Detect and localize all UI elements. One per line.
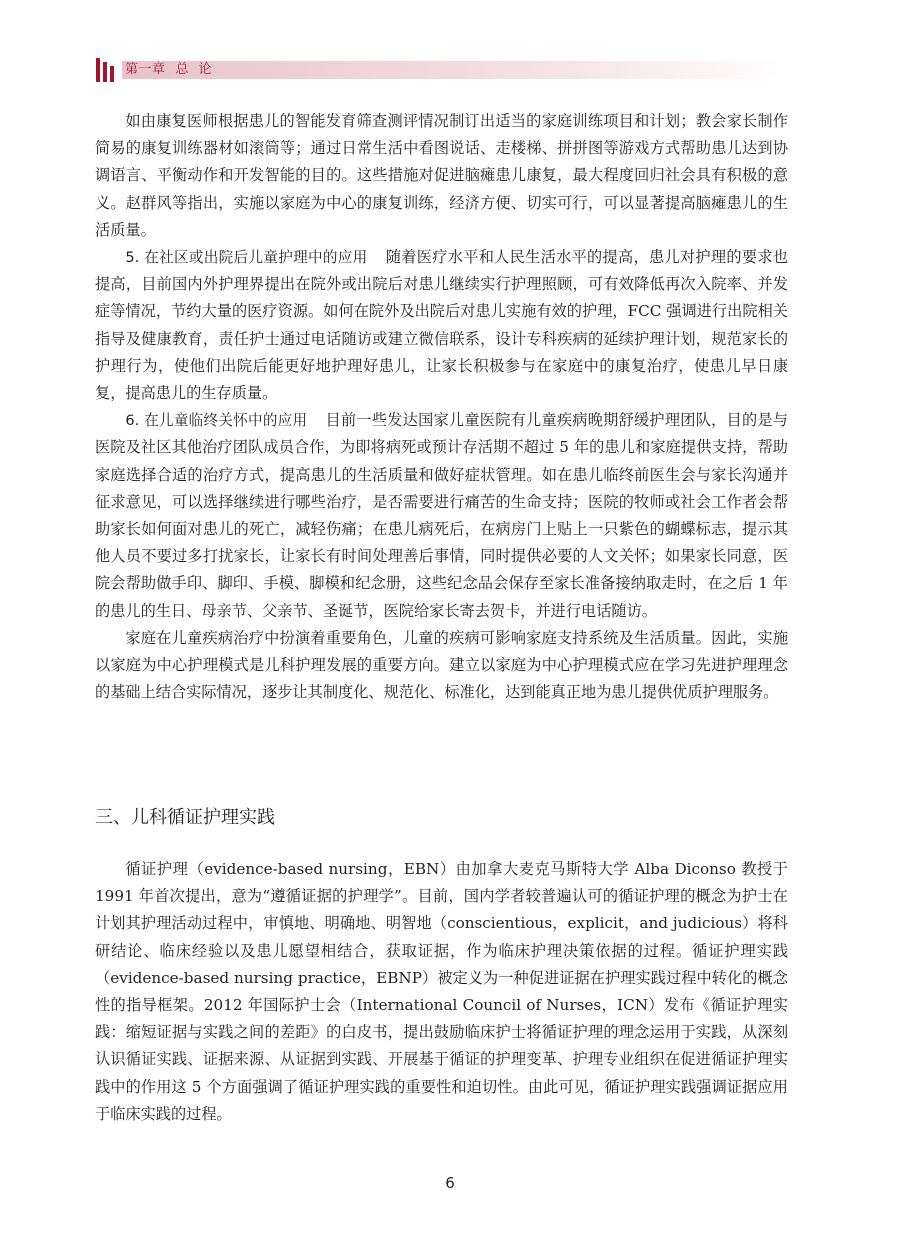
paragraph-text: 目前一些发达国家儿童医院有儿童疾病晚期舒缓护理团队，目的是与医院及社区其他治疗团队成员合作，为即将病死或预计存活期不超过 5 年的患儿和家庭提供支持，帮助家庭选择合适的治疗方式，提高患儿的生活质量和做好症状管理。如在患儿临终前医生会与家长沟通并征求意见，可以选择继续进行哪些治疗，是否需要进行痛苦的生命支持；医院的牧师或社会工作者会帮助家长如何面对患儿的死亡，减轻伤痛；在患儿病死后，在病房门上贴上一只紫色的蝴蝶标志，提示其他人员不要过多打扰家长，让家长有时间处理善后事情，同时提供必要的人文关怀；如果家长同意，医院会帮助做手印、脚印、手模、脚模和纪念册，这些纪念品会保存至家长准备接纳取走时，在之后 1 年的患儿的生日、母亲节、父亲节、圣诞节，医院给家长寄去贺卡，并进行电话随访。 [95, 411, 788, 620]
paragraph-lead-heading: 5. 在社区或出院后儿童护理中的应用 [125, 249, 368, 267]
chapter-name: 总论 [175, 62, 222, 77]
paragraph [95, 407, 788, 625]
paragraph-text: 随着医疗水平和人民生活水平的提高，患儿对护理的要求也提高，目前国内外护理界提出在院外或出院后对患儿继续实行护理照顾，可有效降低再次入院率、并发症等情况，节约大量的医疗资源。如何在院外及出院后对患儿实施有效的护理，FCC 强调进行出院相关指导及健康教育，责任护士通过电话随访或建立微信联系，设计专科疾病的延续护理计划，规范家长的护理行为，使他们出院后能更好地护理好患儿，让家长积极参与在家庭中的康复治疗，使患儿早日康复，提高患儿的生存质量。 [95, 248, 788, 403]
paragraph [95, 856, 788, 1128]
body-text [95, 108, 788, 706]
page-number: 6 [445, 1174, 455, 1192]
section-body-text [95, 856, 788, 1128]
paragraph [95, 108, 788, 244]
paragraph-text: 如由康复医师根据患儿的智能发育筛查测评情况制订出适当的家庭训练项目和计划；教会家长制作简易的康复训练器材如滚筒等；通过日常生活中看图说话、走楼梯、拼拼图等游戏方式帮助患儿达到协调语言、平衡动作和开发智能的目的。这些措施对促进脑瘫患儿康复，最大程度回归社会具有积极的意义。赵群风等指出，实施以家庭为中心的康复训练，经济方便、切实可行，可以显著提高脑瘫患儿的生活质量。 [95, 112, 788, 239]
chapter-title [125, 61, 222, 79]
paragraph [95, 244, 788, 407]
chapter-number: 第一章 [125, 62, 166, 77]
paragraph [95, 625, 788, 707]
paragraph-lead-heading: 6. 在儿童临终关怀中的应用 [125, 412, 308, 430]
section-heading: 三、儿科循证护理实践 [95, 807, 275, 828]
chapter-bars-icon [95, 58, 119, 82]
running-header [95, 58, 790, 82]
paragraph-text: 家庭在儿童疾病治疗中扮演着重要角色，儿童的疾病可影响家庭支持系统及生活质量。因此，实施以家庭为中心护理模式是儿科护理发展的重要方向。建立以家庭为中心护理模式应在学习先进护理理念的基础上结合实际情况，逐步让其制度化、规范化、标准化，达到能真正地为患儿提供优质护理服务。 [95, 628, 788, 702]
paragraph-text: 循证护理（evidence-based nursing，EBN）由加拿大麦克马斯特大学 Alba Diconso 教授于 1991 年首次提出，意为“遵循证据的护理学”。目前，国内学者较普遍认可的循证护理的概念为护士在计划其护理活动过程中，审慎地、明确地、明智地（conscientious，explicit，and judicious）将科研结论、临床经验以及患儿愿望相结合，获取证据，作为临床护理决策依据的过程。循证护理实践（evidence-based nursing practice，EBNP）被定义为一种促进证据在护理实践过程中转化的概念性的指导框架。2012 年国际护士会（International Council of Nurses，ICN）发布《循证护理实践：缩短证据与实践之间的差距》的白皮书，提出鼓励临床护士将循证护理的理念运用于实践，从深刻认识循证实践、证据来源、从证据到实践、开展基于循证的护理变革、护理专业组织在促进循证护理实践中的作用这 5 个方面强调了循证护理实践的重要性和迫切性。由此可见，循证护理实践强调证据应用于临床实践的过程。 [95, 860, 788, 1123]
header-band [122, 61, 790, 79]
